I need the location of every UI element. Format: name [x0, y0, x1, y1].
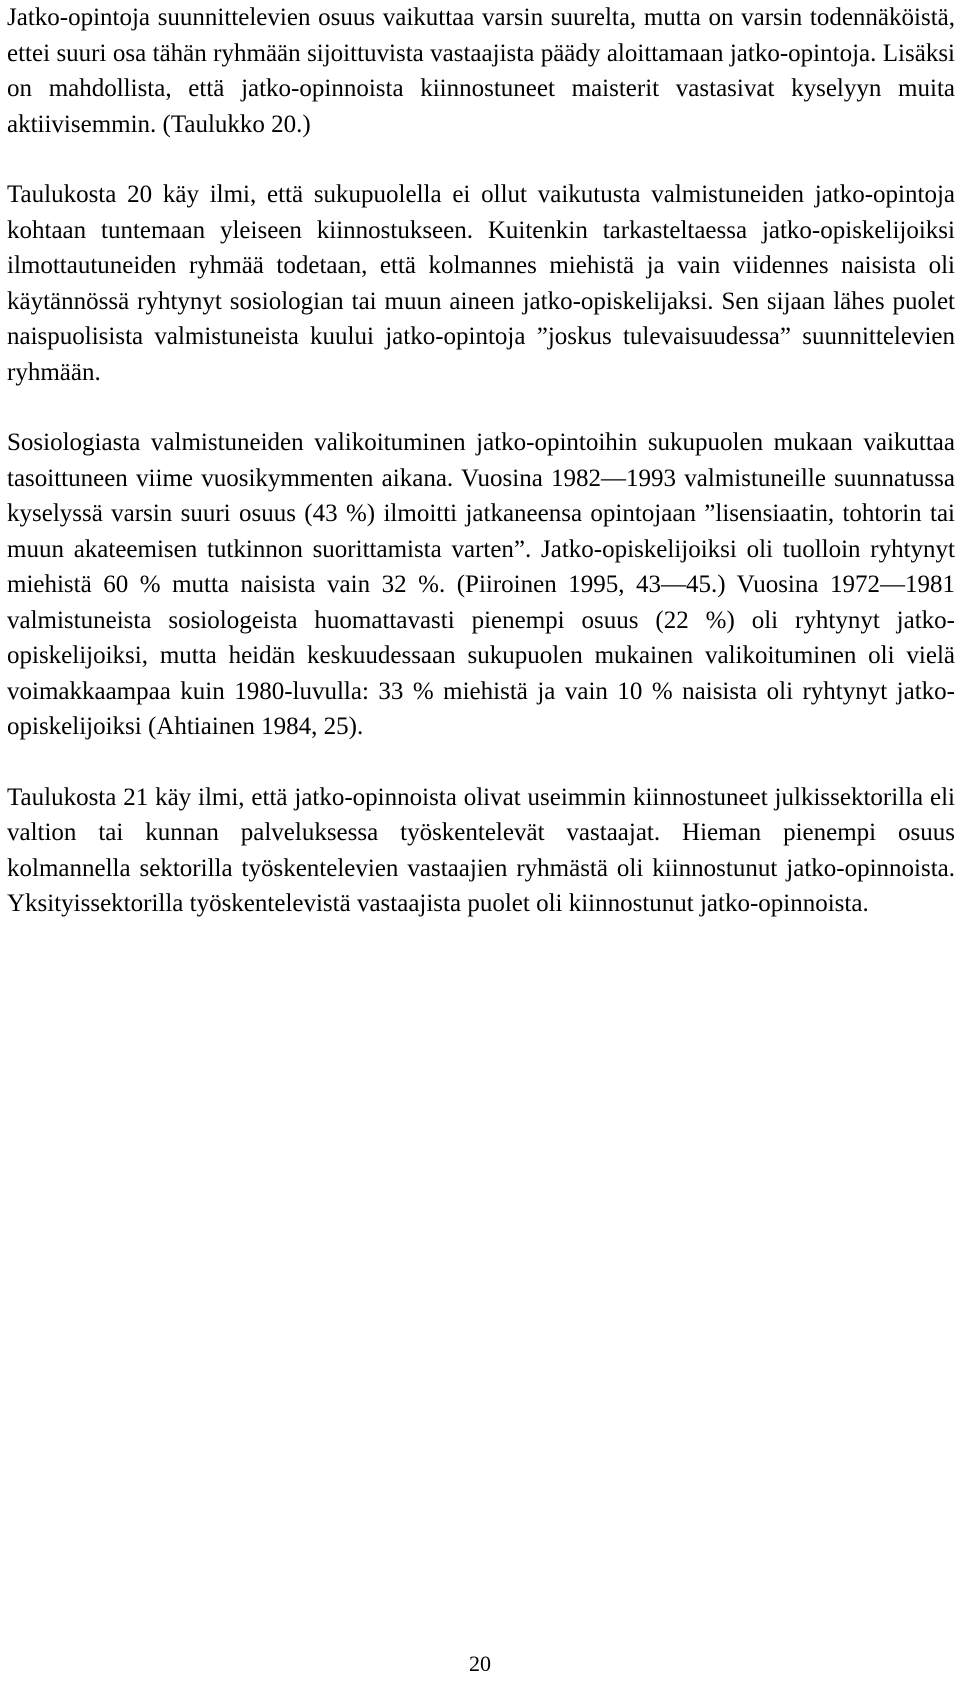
paragraph-3: Sosiologiasta valmistuneiden valikoituminen jatko-opintoihin sukupuolen mukaan vaikuttaa tasoittuneen viime vuosikymmenten aikana. Vuosina 1982—1993 valmistuneille suunnatussa kyselyssä varsin suuri osuus (43 %) ilmoitti jatkaneensa opintojaan ”lisensiaatin, tohtorin tai muun akateemisen tutkinnon suorittamista varten”. Jatko-opiskelijoiksi oli tuolloin ryhtynyt miehistä 60 % mutta naisista vain 32 %. (Piiroinen 1995, 43—45.) Vuosina 1972—1981 valmistuneista sosiologeista huomattavasti pienempi osuus (22 %) oli ryhtynyt jatko-opiskelijoiksi, mutta heidän keskuudessaan sukupuolen mukainen valikoituminen oli vielä voimakkaampaa kuin 1980-luvulla: 33 % miehistä ja vain 10 % naisista oli ryhtynyt jatko-opiskelijoiksi (Ahtiainen 1984, 25).: [7, 429, 955, 740]
document-page: [7, 0, 955, 922]
paragraph-2: Taulukosta 20 käy ilmi, että sukupuolella ei ollut vaikutusta valmistuneiden jatko-opintoja kohtaan tuntemaan yleiseen kiinnostukseen. Kuitenkin tarkasteltaessa jatko-opiskelijoiksi ilmottautuneiden ryhmää todetaan, että kolmannes miehistä ja vain viidennes naisista oli käytännössä ryhtynyt sosiologian tai muun aineen jatko-opiskelijaksi. Sen sijaan lähes puolet naispuolisista valmistuneista kuului jatko-opintoja ”joskus tulevaisuudessa” suunnittelevien ryhmään.: [7, 181, 955, 386]
paragraph-1: Jatko-opintoja suunnittelevien osuus vaikuttaa varsin suurelta, mutta on varsin todennäköistä, ettei suuri osa tähän ryhmään sijoittuvista vastaajista päädy aloittamaan jatko-opintoja. Lisäksi on mahdollista, että jatko-opinnoista kiinnostuneet maisterit vastasivat kyselyyn muita aktiivisemmin. (Taulukko 20.): [7, 4, 955, 138]
paragraph-4: Taulukosta 21 käy ilmi, että jatko-opinnoista olivat useimmin kiinnostuneet julkissektorilla eli valtion tai kunnan palveluksessa työskentelevät vastaajat. Hieman pienempi osuus kolmannella sektorilla työskentelevien vastaajien ryhmästä oli kiinnostunut jatko-opinnoista. Yksityissektorilla työskentelevistä vastaajista puolet oli kiinnostunut jatko-opinnoista.: [7, 783, 955, 917]
page-number: 20: [469, 1651, 491, 1676]
